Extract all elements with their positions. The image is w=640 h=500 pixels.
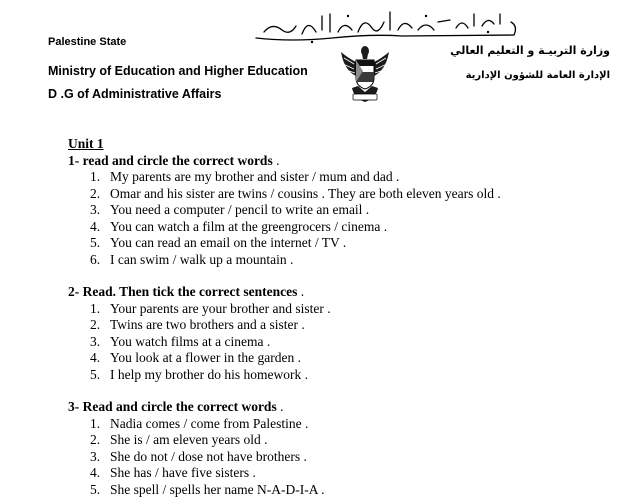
section-title (68, 153, 628, 170)
arabic-department-name: الإدارة العامة للشؤون الإدارية (465, 70, 610, 81)
list-item (68, 432, 628, 449)
item-text: I help my brother do his homework . (110, 366, 308, 382)
palestine-eagle-emblem-icon (338, 42, 392, 106)
section-title-text: 3- Read and circle the correct words (68, 399, 277, 414)
item-text: You can watch a film at the greengrocers / cinema . (110, 218, 388, 234)
unit-title: Unit 1 (68, 136, 104, 151)
arabic-ministry-name: وزارة التربيـة و التعليم العالي (450, 44, 610, 57)
item-text: You watch films at a cinema . (110, 333, 271, 349)
item-number: 4. (90, 350, 101, 365)
item-text: You can read an email on the internet / TV . (110, 235, 347, 250)
item-number: 4. (90, 218, 101, 234)
item-number: 6. (90, 251, 101, 267)
bismillah-calligraphy (252, 8, 522, 46)
directorate-name: D .G of Administrative Affairs (48, 87, 222, 101)
list-item (68, 465, 628, 482)
list-item (68, 186, 628, 203)
section-title-text: 2- Read. Then tick the correct sentences (68, 284, 298, 299)
item-text: I can swim / walk up a mountain . (110, 251, 294, 267)
section-title-text: 1- read and circle the correct words (68, 152, 273, 168)
list-item (68, 449, 628, 466)
exercise-list (68, 416, 628, 499)
ministry-name: Ministry of Education and Higher Education (48, 64, 308, 78)
worksheet-content (68, 136, 628, 498)
section-spacer (68, 383, 628, 399)
item-number: 1. (90, 169, 101, 184)
item-text: My parents are my brother and sister / mum and dad . (110, 169, 400, 184)
item-number: 3. (90, 448, 101, 464)
section-title-period: . (297, 284, 305, 299)
item-text: Nadia comes / come from Palestine . (110, 415, 309, 431)
list-item (68, 219, 628, 236)
item-number: 3. (90, 202, 101, 217)
section-title-period: . (276, 399, 284, 414)
item-text: She is / am eleven years old . (110, 432, 268, 447)
section-title (68, 399, 628, 416)
item-text: She do not / dose not have brothers . (110, 448, 307, 464)
list-item (68, 202, 628, 219)
list-item (68, 169, 628, 186)
list-item (68, 301, 628, 318)
item-text: She has / have five sisters . (110, 465, 256, 480)
item-number: 4. (90, 465, 101, 480)
list-item (68, 367, 628, 384)
item-text: You need a computer / pencil to write an email . (110, 202, 370, 217)
item-number: 1. (90, 300, 101, 316)
state-name: Palestine State (48, 36, 127, 48)
list-item (68, 416, 628, 433)
exercise-list (68, 301, 628, 384)
section-spacer (68, 268, 628, 284)
item-text: Twins are two brothers and a sister . (110, 317, 305, 332)
section-title-period: . (272, 152, 280, 168)
item-number: 2. (90, 317, 101, 332)
list-item (68, 350, 628, 367)
item-text: Omar and his sister are twins / cousins . They are both eleven years old . (110, 185, 501, 201)
item-number: 3. (90, 333, 101, 349)
item-number: 2. (90, 432, 101, 447)
item-number: 1. (90, 415, 101, 431)
item-number: 5. (90, 481, 101, 497)
list-item (68, 317, 628, 334)
section-title (68, 284, 628, 301)
item-number: 5. (90, 235, 101, 250)
list-item (68, 252, 628, 269)
item-number: 2. (90, 185, 101, 201)
item-text: She spell / spells her name N-A-D-I-A . (110, 481, 325, 497)
list-item (68, 482, 628, 499)
list-item (68, 334, 628, 351)
item-text: Your parents are your brother and sister . (110, 300, 331, 316)
list-item (68, 235, 628, 252)
exercise-list (68, 169, 628, 268)
item-number: 5. (90, 366, 101, 382)
item-text: You look at a flower in the garden . (110, 350, 301, 365)
header-right-arabic (450, 44, 610, 81)
